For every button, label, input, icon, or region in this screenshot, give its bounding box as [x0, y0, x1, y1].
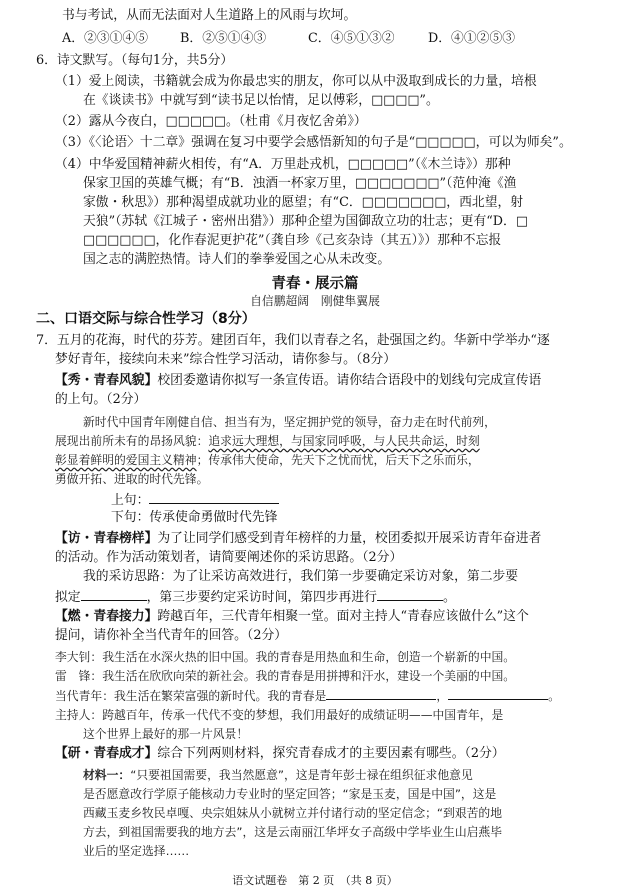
youth-comma: ，: [436, 689, 449, 703]
xiu-task-cont: 的上句。（2分）: [55, 392, 147, 407]
dialogue-host: 主持人：跨越百年，传承一代代不变的梦想，我们用最好的成绩证明——中国青年，是: [55, 708, 504, 722]
section-subtitle: 自信鹏超阔 刚健隼翼展: [250, 294, 380, 308]
yan-task: [55, 746, 505, 762]
youth-blank-1[interactable]: [326, 687, 436, 700]
xiu-passage-line3: [55, 452, 480, 468]
q6-item-1-cont: 在《谈读书》中就写到“读书足以怡情，足以傅彩，□□□□”。: [83, 93, 439, 108]
fang-answer-line2: [55, 588, 456, 606]
material-one-text: “只要祖国需要，我当然愿意”，这是青年彭士禄在组织征求他意见: [130, 768, 473, 782]
ran-task-text: 跨越百年，三代青年相聚一堂。面对主持人“青春应该做什么”这个: [157, 609, 529, 624]
dialogue-lei-feng: 雷 锋：我生活在欣欣向荣的新社会。我的青春是用拼搏和汗水，建设一个美丽的中国。: [55, 669, 516, 683]
dialogue-li-dazhao: 李大钊：我生活在水深火热的旧中国。我的青春是用热血和生命，创造一个崭新的中国。: [55, 650, 516, 664]
xiu-task: [55, 373, 541, 389]
fang-text-c: 。: [442, 590, 456, 605]
xiu-passage-line4: 勇做开拓、进取的时代先锋。: [55, 472, 209, 486]
xiu-passage-line1: 新时代中国青年刚健自信、担当有为，坚定拥护党的领导，奋力走在时代前列，: [83, 415, 496, 429]
continuation-line: 书与考试，从而无法面对人生道路上的风雨与坎坷。: [62, 8, 357, 23]
q6-heading: 6．诗文默写。（每句1分，共5分）: [36, 53, 234, 68]
up-sentence-blank[interactable]: [149, 491, 279, 504]
page-footer: 语文试题卷 第 2 页 （共 8 页）: [232, 874, 398, 887]
up-sentence-label: 上句：: [111, 493, 150, 508]
option-b: B．②⑤①④③: [180, 31, 267, 46]
xiu-passage-text: 展现出前所未有的昂扬风貌：: [55, 434, 209, 448]
material-one-line2: 是否愿意改行学原子能核动力专业时的坚定回答；“家是玉麦，国是中国”，这是: [83, 787, 497, 801]
xiu-tag: 【秀・青春风貌】: [55, 373, 158, 388]
option-c: C．④⑤①③②: [308, 31, 395, 46]
q6-item-2: （2）露从今夜白，□□□□□。（杜甫《月夜忆舍弟》）: [55, 114, 367, 129]
q6-item-4: （4）中华爱国精神薪火相传，有“A．万里赴戎机，□□□□□”（《木兰诗》）那种: [55, 157, 511, 172]
q7-intro-cont: 梦好青年，接续向未来”综合性学习活动，请你参与。（8分）: [55, 352, 397, 367]
ran-task: [55, 609, 529, 625]
fang-text-b: ，第三步要约定采访时间，第四步再进行: [146, 590, 377, 605]
up-sentence-row: [111, 491, 279, 509]
yan-tag: 【研・青春成才】: [55, 746, 158, 761]
q6-item-4-line2: 保家卫国的英雄气概；有“B．浊酒一杯家万里，□□□□□□□”（范仲淹《渔: [83, 176, 517, 191]
ran-task-cont: 提问，请你补全当代青年的回答。（2分）: [55, 628, 288, 643]
fang-blank-1[interactable]: [81, 588, 147, 601]
material-one-line5: 业后的坚定选择……: [83, 844, 190, 858]
fang-text-a: 拟定: [55, 590, 81, 605]
fang-tag: 【访・青春榜样】: [55, 531, 158, 546]
option-d: D．④①②⑤③: [428, 31, 516, 46]
xiu-task-text: 校团委邀请你拟写一条宣传语。请你结合语段中的划线句完成宣传语: [157, 373, 542, 388]
dialogue-youth: [55, 687, 560, 704]
xiu-passage-text-2: ；传承伟大使命，先天下之忧而忧，后天下之乐而乐，: [196, 453, 480, 467]
xiu-underlined-sentence-end: 彰显着鲜明的爱国主义精神: [55, 453, 197, 467]
down-sentence: 下句：传承使命勇做时代先锋: [111, 510, 278, 525]
q6-item-4-line4: 天狼”（苏轼《江城子・密州出猎》）那种企望为国御敌立功的壮志；更有“D．□: [83, 214, 528, 229]
youth-text: 当代青年：我生活在繁荣富强的新时代。我的青春是: [55, 689, 327, 703]
fang-answer-line1: 我的采访思路：为了让采访高效进行，我们第一步要确定采访对象，第二步要: [83, 569, 519, 584]
material-one-line3: 西藏玉麦乡牧民卓嘎、央宗姐妹从小就树立并付诸行动的坚定信念；“到艰苦的地: [83, 806, 503, 820]
fang-blank-2[interactable]: [377, 588, 443, 601]
fang-task: [55, 531, 541, 547]
fang-task-text: 为了让同学们感受到青年榜样的力量，校团委拟开展采访青年奋进者: [157, 531, 542, 546]
xiu-passage-line2: [55, 433, 480, 449]
q6-item-4-line3: 家傲・秋思》）那种渴望成就功业的愿望；有“C．□□□□□□□，西北望，射: [83, 195, 524, 210]
material-one-line1: [83, 767, 473, 783]
q6-item-4-line6: 国之志的满腔热情。诗人们的拳拳爱国之心从未改变。: [83, 252, 391, 267]
youth-blank-2[interactable]: [448, 687, 548, 700]
q7-intro: 7．五月的花海，时代的芬芳。建团百年，我们以青春之名，赴强国之约。华新中学举办“逐: [36, 333, 550, 348]
material-one-line4: 方去，到祖国需要我的地方去”，这是云南丽江华坪女子高级中学毕业生山启燕毕: [83, 825, 503, 839]
part-two-heading: 二、口语交际与综合性学习（8分）: [36, 311, 256, 327]
material-one-label: 材料一：: [83, 768, 131, 782]
q6-item-1: （1）爱上阅读，书籍就会成为你最忠实的朋友，你可以从中汲取到成长的力量，培根: [55, 74, 537, 89]
dialogue-host-cont: 这个世界上最好的那一片风景！: [83, 727, 249, 741]
xiu-underlined-sentence: 追求远大理想，与国家同呼吸，与人民共命运，时刻: [208, 434, 480, 448]
youth-period: 。: [548, 689, 560, 703]
q6-item-4-line5: □□□□□□，化作春泥更护花”（龚自珍《己亥杂诗（其五）》）那种不忘报: [83, 233, 502, 248]
yan-task-text: 综合下列两则材料，探究青春成才的主要因素有哪些。（2分）: [157, 746, 505, 761]
option-a: A．②③①④⑤: [62, 31, 149, 46]
ran-tag: 【燃・青春接力】: [55, 609, 158, 624]
fang-task-cont: 的活动。作为活动策划者，请简要阐述你的采访思路。（2分）: [55, 550, 403, 565]
section-title: 青春・展示篇: [271, 276, 359, 292]
q6-item-3: （3）《〈论语〉十二章》强调在复习中要学会感悟新知的句子是“□□□□□，可以为师矣”。: [55, 135, 572, 150]
